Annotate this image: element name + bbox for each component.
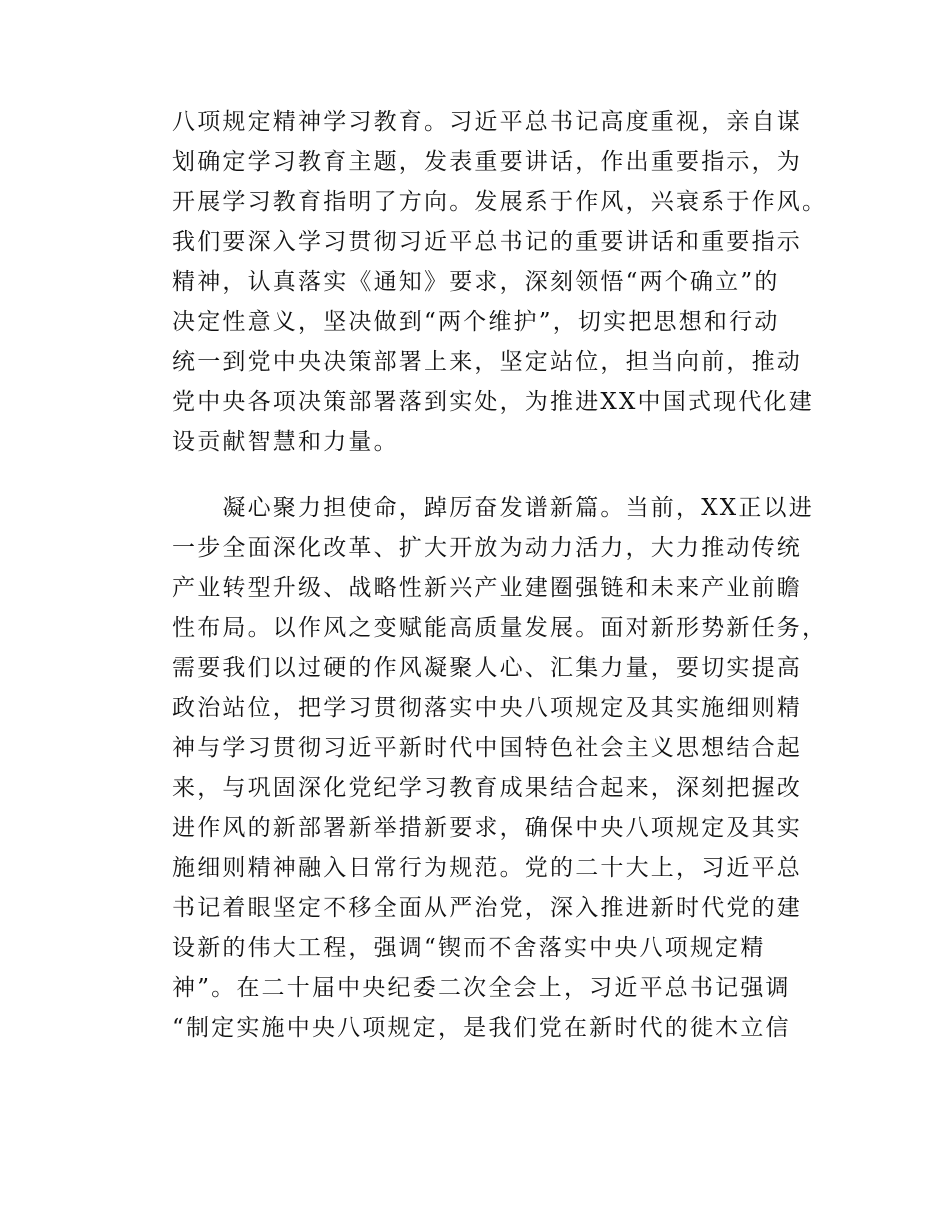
- text-line: 施细则精神融入日常行为规范。党的二十大上，习近平总: [172, 855, 802, 881]
- text-line: 我们要深入学习贯彻习近平总书记的重要讲话和重要指示: [172, 229, 802, 255]
- text-line: 党中央各项决策部署落到实处，为推进XX中国式现代化建: [172, 389, 814, 415]
- text-line: 决定性意义，坚决做到“两个维护”，切实把思想和行动: [172, 309, 780, 335]
- text-line: 书记着眼坚定不移全面从严治党，深入推进新时代党的建: [172, 895, 802, 921]
- text-line: 来，与巩固深化党纪学习教育成果结合起来，深刻把握改: [172, 775, 802, 801]
- text-line: 精神，认真落实《通知》要求，深刻领悟“两个确立”的: [172, 269, 780, 295]
- text-line: 设贡献智慧和力量。: [172, 429, 399, 455]
- paragraph-spacing: [172, 462, 812, 488]
- text-line: 统一到党中央决策部署上来，坚定站位，担当向前，推动: [172, 349, 802, 375]
- text-line: 八项规定精神学习教育。习近平总书记高度重视，亲自谋: [172, 109, 802, 135]
- document-body: [172, 102, 828, 1048]
- text-line: 神”。在二十届中央纪委二次全会上，习近平总书记强调: [172, 975, 791, 1001]
- paragraph-1: [172, 102, 828, 462]
- paragraph-2: [172, 488, 828, 1048]
- text-line: 一步全面深化改革、扩大开放为动力活力，大力推动传统: [172, 535, 802, 561]
- text-line: “制定实施中央八项规定，是我们党在新时代的徙木立信: [172, 1015, 791, 1041]
- text-line: 政治站位，把学习贯彻落实中央八项规定及其实施细则精: [172, 695, 802, 721]
- text-line: 性布局。以作风之变赋能高质量发展。面对新形势新任务，: [172, 615, 828, 641]
- text-line: 需要我们以过硬的作风凝聚人心、汇集力量，要切实提高: [172, 655, 802, 681]
- text-line: 划确定学习教育主题，发表重要讲话，作出重要指示，为: [172, 149, 802, 175]
- text-line: 凝心聚力担使命，踔厉奋发谱新篇。当前，XX正以进: [172, 495, 814, 521]
- text-line: 进作风的新部署新举措新要求，确保中央八项规定及其实: [172, 815, 802, 841]
- text-line: 设新的伟大工程，强调“锲而不舍落实中央八项规定精: [172, 935, 766, 961]
- text-line: 神与学习贯彻习近平新时代中国特色社会主义思想结合起: [172, 735, 802, 761]
- text-line: 产业转型升级、战略性新兴产业建圈强链和未来产业前瞻: [172, 575, 802, 601]
- text-line: 开展学习教育指明了方向。发展系于作风，兴衰系于作风。: [172, 189, 828, 215]
